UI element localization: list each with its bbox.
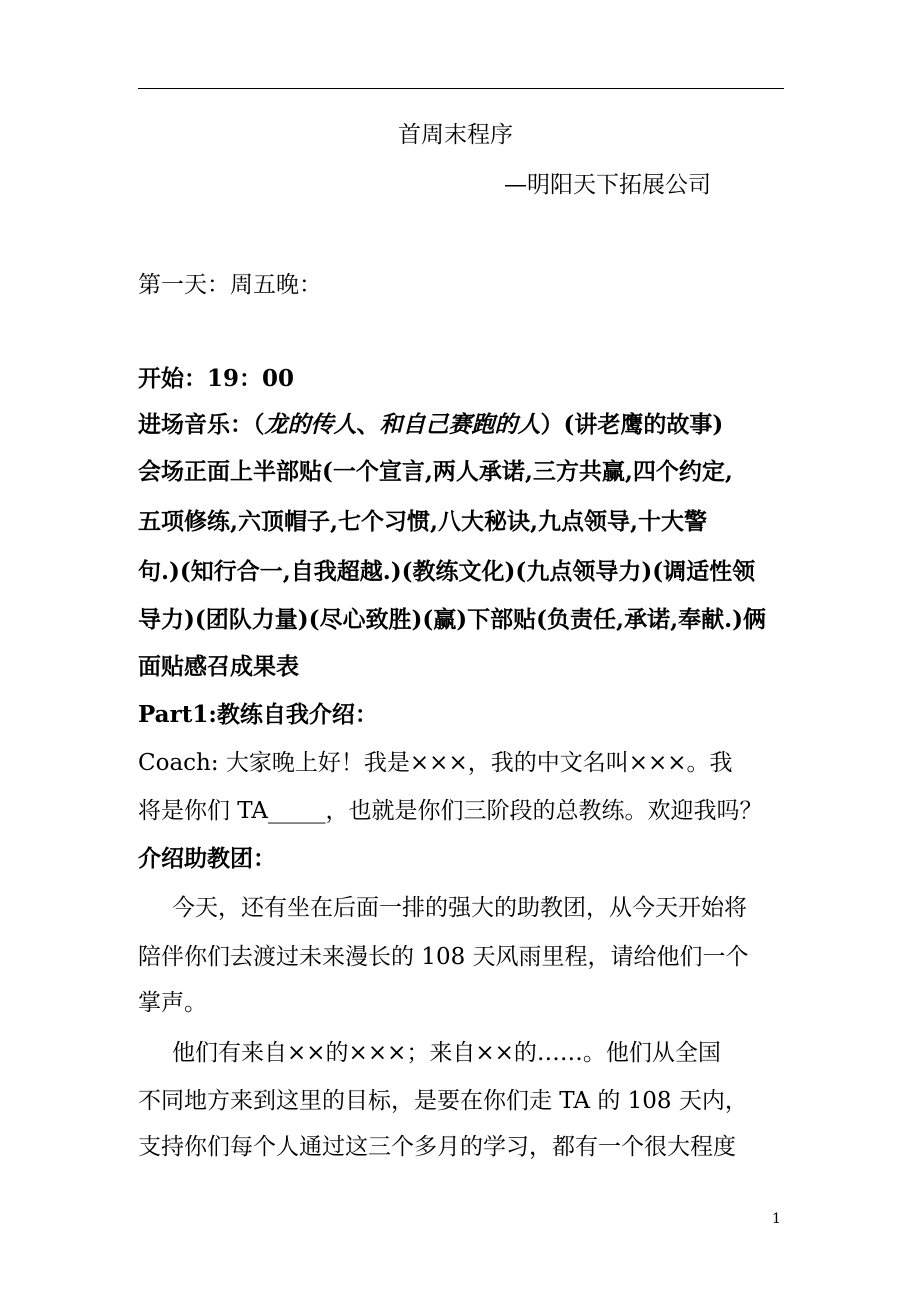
music-line bbox=[138, 410, 723, 440]
poster-line: 导力)(团队力量)(尽心致胜)(赢)下部贴(负责任,承诺,奉献.)俩 bbox=[138, 606, 766, 633]
coach-line: 将是你们 TA_____，也就是你们三阶段的总教练。欢迎我吗？ bbox=[138, 798, 763, 824]
assistants-heading: 介绍助教团： bbox=[138, 845, 276, 872]
paragraph-line: 支持你们每个人通过这三个多月的学习，都有一个很大程度 bbox=[138, 1134, 736, 1160]
document-title: 首周末程序 bbox=[398, 122, 513, 148]
paragraph-line: 今天，还有坐在后面一排的强大的助教团，从今天开始将 bbox=[172, 895, 747, 921]
poster-line: 句.)(知行合一,自我超越.)(教练文化)(九点领导力)(调适性领 bbox=[138, 558, 756, 585]
header-rule bbox=[138, 88, 784, 89]
poster-line: 面贴感召成果表 bbox=[138, 653, 299, 680]
paragraph-line: 陪伴你们去渡过未来漫长的 108 天风雨里程，请给他们一个 bbox=[138, 944, 749, 970]
music-suffix: ）(讲老鹰的故事) bbox=[540, 411, 724, 438]
day-heading: 第一天：周五晚： bbox=[138, 272, 322, 298]
music-separator: 、 bbox=[356, 411, 380, 438]
poster-line: 五项修练,六顶帽子,七个习惯,八大秘诀,九点领导,十大警 bbox=[138, 508, 708, 535]
document-subtitle: —明阳天下拓展公司 bbox=[504, 172, 711, 198]
music-prefix: 进场音乐：（ bbox=[138, 411, 265, 438]
music-song-1: 龙的传人 bbox=[264, 411, 357, 438]
part1-heading: Part1:教练自我介绍： bbox=[138, 701, 378, 728]
paragraph-line: 不同地方来到这里的目标，是要在你们走 TA 的 108 天内， bbox=[138, 1088, 748, 1114]
paragraph-line: 他们有来自××的×××；来自××的……。他们从全国 bbox=[172, 1040, 721, 1066]
paragraph-line: 掌声。 bbox=[138, 990, 207, 1016]
music-song-2: 和自己赛跑的人 bbox=[379, 411, 541, 438]
page-number: 1 bbox=[772, 1211, 781, 1227]
poster-line: 会场正面上半部贴(一个宣言,两人承诺,三方共赢,四个约定, bbox=[138, 458, 733, 485]
start-time: 开始：19：00 bbox=[138, 365, 295, 392]
coach-line: Coach: 大家晚上好！我是×××，我的中文名叫×××。我 bbox=[138, 750, 733, 776]
